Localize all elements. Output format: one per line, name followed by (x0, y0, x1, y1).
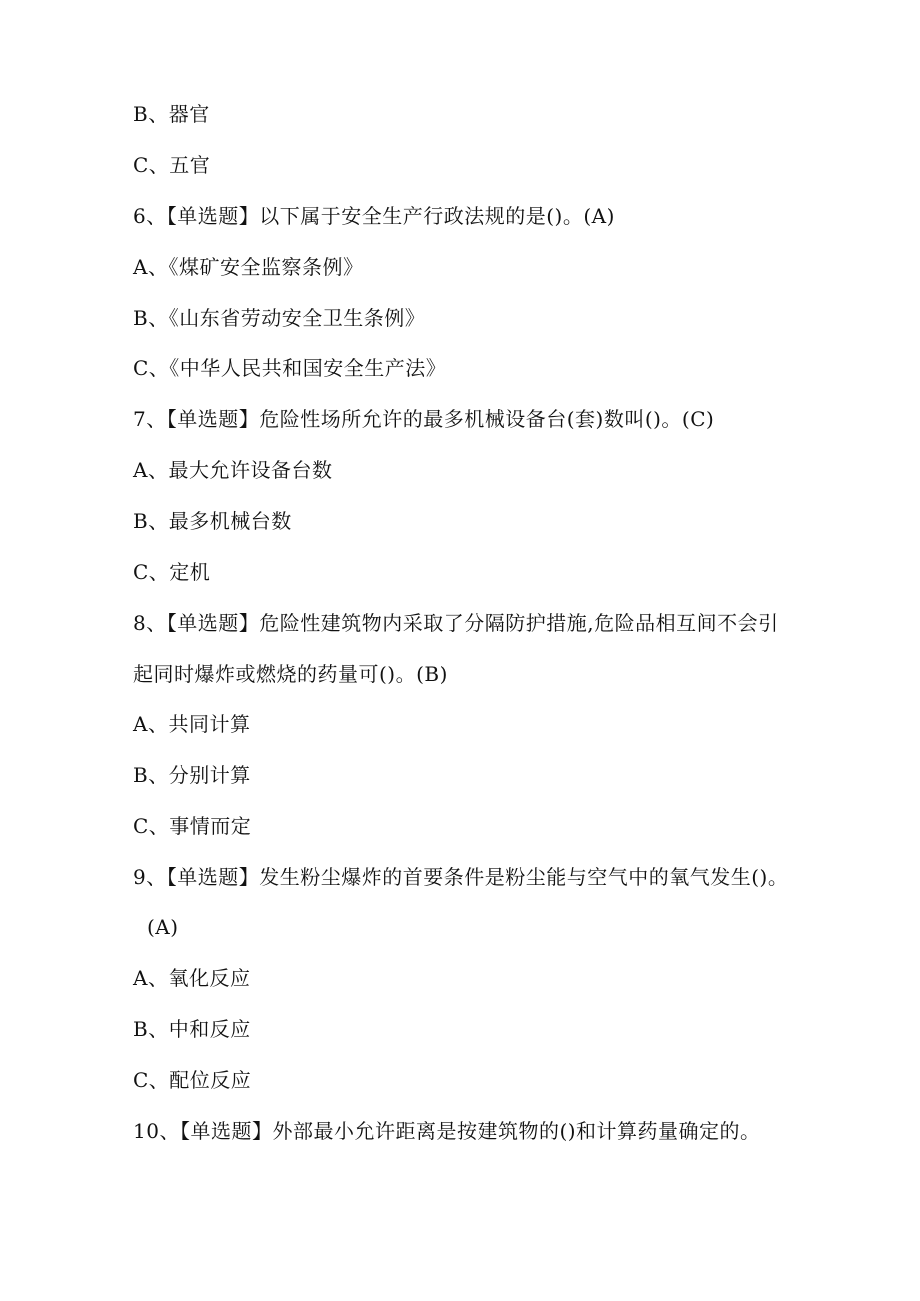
question-8-line-2: 起同时爆炸或燃烧的药量可()。(B) (133, 662, 448, 686)
question-7: 7、【单选题】危险性场所允许的最多机械设备台(套)数叫()。(C) (133, 407, 715, 431)
question-10: 10、【单选题】外部最小允许距离是按建筑物的()和计算药量确定的。 (133, 1119, 761, 1143)
option-6c: C、《中华人民共和国安全生产法》 (133, 356, 447, 380)
option-7a: A、最大允许设备台数 (133, 458, 333, 482)
question-9-answer: (A) (147, 915, 179, 939)
question-9-line-1: 9、【单选题】发生粉尘爆炸的首要条件是粉尘能与空气中的氧气发生()。 (133, 865, 789, 889)
question-8-line-1: 8、【单选题】危险性建筑物内采取了分隔防护措施,危险品相互间不会引 (133, 611, 779, 635)
option-5c: C、五官 (133, 153, 211, 177)
option-8c: C、事情而定 (133, 814, 252, 838)
option-9a: A、氧化反应 (133, 966, 251, 990)
option-7b: B、最多机械台数 (133, 509, 292, 533)
option-6b: B、《山东省劳动安全卫生条例》 (133, 306, 426, 330)
question-6: 6、【单选题】以下属于安全生产行政法规的是()。(A) (133, 204, 615, 228)
option-9b: B、中和反应 (133, 1017, 251, 1041)
option-5b: B、器官 (133, 102, 210, 126)
option-7c: C、定机 (133, 560, 211, 584)
option-6a: A、《煤矿安全监察条例》 (133, 255, 364, 279)
option-9c: C、配位反应 (133, 1068, 252, 1092)
option-8a: A、共同计算 (133, 712, 251, 736)
option-8b: B、分别计算 (133, 763, 251, 787)
